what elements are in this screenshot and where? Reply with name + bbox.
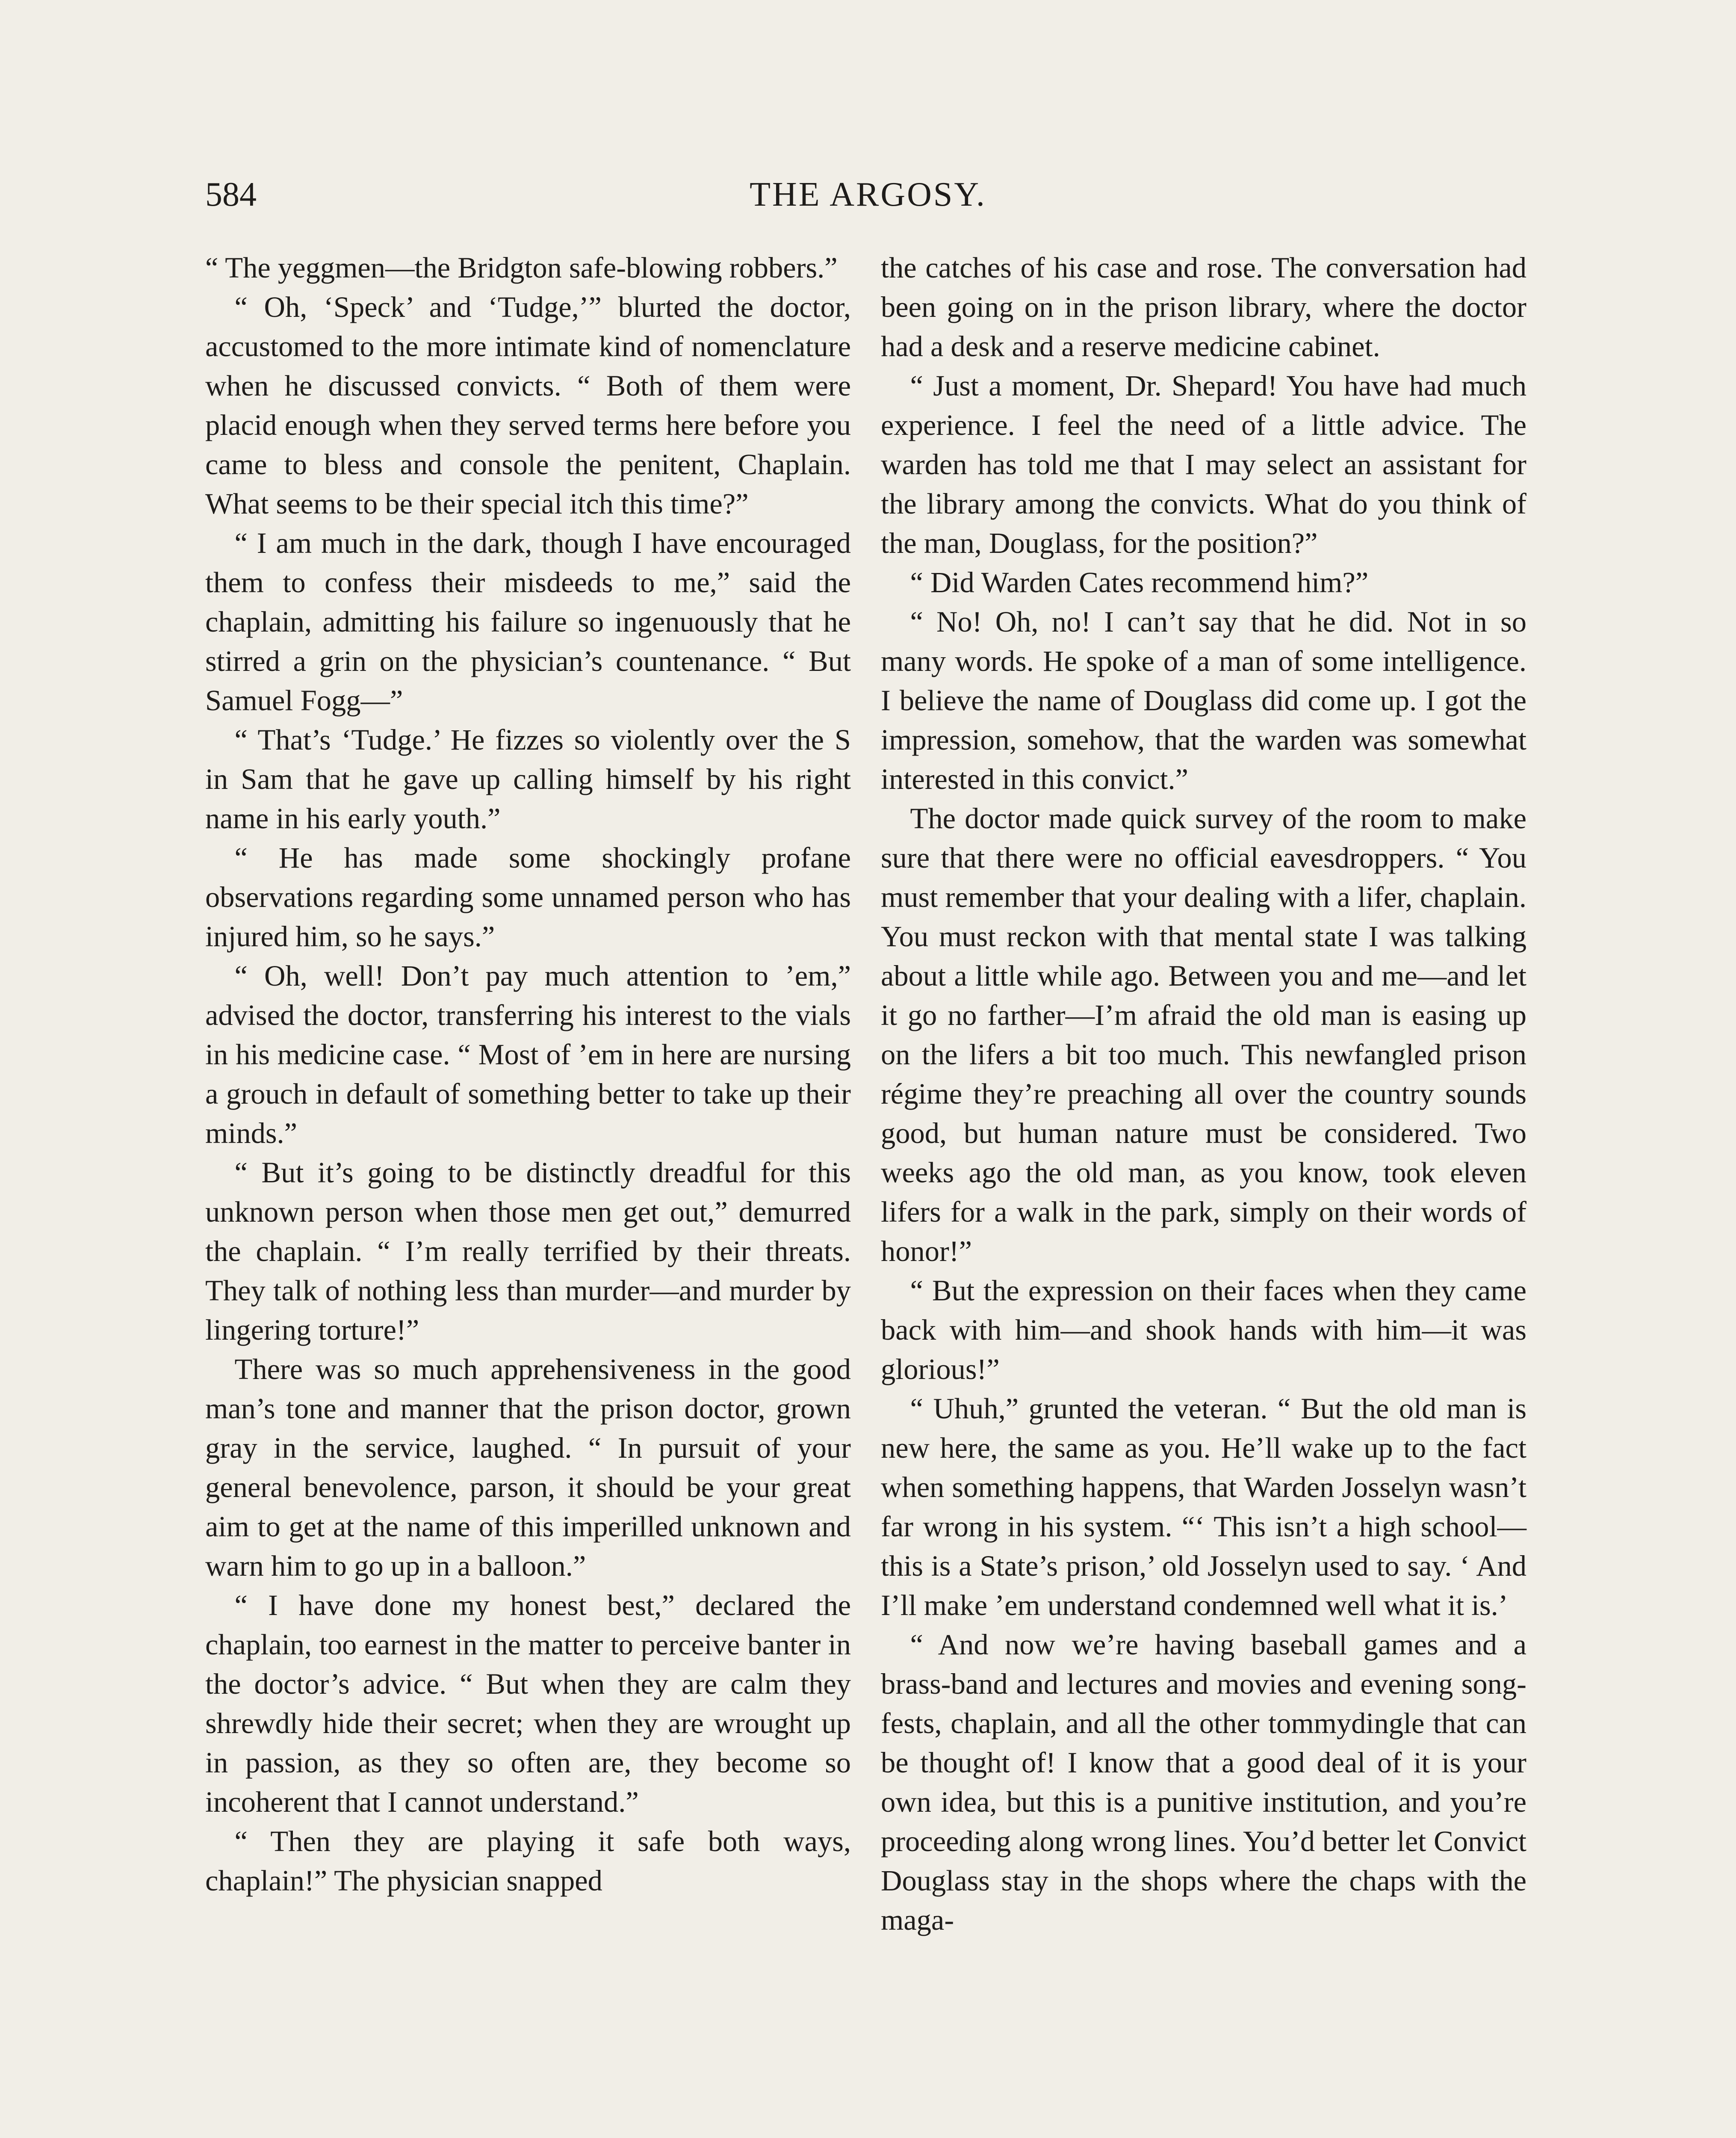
right-column	[881, 248, 1526, 1940]
paragraph-continued: the catches of his case and rose. The conversation had been going on in the prison library, where the doctor had a desk and a reserve medicine cabinet.	[881, 251, 1526, 363]
paragraph: “ I am much in the dark, though I have encouraged them to confess their misdeeds to me,” said the chaplain, admitting his failure so ingenuously that he stirred a grin on the physician’s countenance. “ But Samuel Fogg—”	[205, 527, 851, 717]
paragraph: The doctor made quick survey of the room to make sure that there were no official eavesdroppers. “ You must remember that your dealing with a lifer, chaplain. You must reckon with that mental state I was talking about a little while ago. Between you and me—and let it go no farther—I’m afraid the old man is easing up on the lifers a bit too much. This newfangled prison régime they’re preaching all over the country sounds good, but human nature must be considered. Two weeks ago the old man, as you know, took eleven lifers for a walk in the park, simply on their words of honor!”	[881, 802, 1526, 1267]
paragraph: “ Then they are playing it safe both ways, chaplain!” The physician snapped	[205, 1825, 851, 1897]
paragraph: “ No! Oh, no! I can’t say that he did. Not in so many words. He spoke of a man of some intelligence. I believe the name of Douglass did come up. I got the impression, somehow, that the warden was somewhat interested in this convict.”	[881, 605, 1526, 795]
paragraph: “ Just a moment, Dr. Shepard! You have had much experience. I feel the need of a little advice. The warden has told me that I may select an assistant for the library among the convicts. What do you think of the man, Douglass, for the position?”	[881, 369, 1526, 559]
running-head: THE ARGOSY.	[750, 176, 986, 213]
paragraph: “ He has made some shockingly profane observations regarding some unnamed person who has injured him, so he says.”	[205, 842, 851, 953]
paragraph: “ Oh, ‘Speck’ and ‘Tudge,’” blurted the doctor, accustomed to the more intimate kind of nomenclature when he discussed convicts. “ Both of them were placid enough when they served terms here before you came to bless and console the penitent, Chaplain. What seems to be their special itch this time?”	[205, 291, 851, 520]
paragraph: “ I have done my honest best,” declared the chaplain, too earnest in the matter to perceive banter in the doctor’s advice. “ But when they are calm they shrewdly hide their secret; when they are wrought up in passion, as they so often are, they become so incoherent that I cannot understand.”	[205, 1589, 851, 1818]
paragraph: “ And now we’re having baseball games and a brass-band and lectures and movies and evening song-fests, chaplain, and all the other tommydingle that can be thought of! I know that a good deal of it is your own idea, but this is a punitive institution, and you’re proceeding along wrong lines. You’d better let Convict Douglass stay in the shops where the chaps with the maga-	[881, 1628, 1526, 1936]
paragraph: “ Uhuh,” grunted the veteran. “ But the old man is new here, the same as you. He’ll wake up to the fact when something happens, that Warden Josselyn wasn’t far wrong in his system. “‘ This isn’t a high school—this is a State’s prison,’ old Josselyn used to say. ‘ And I’ll make ’em understand condemned well what it is.’	[881, 1392, 1526, 1621]
paragraph: “ The yeggmen—the Bridgton safe-blowing robbers.”	[205, 251, 838, 284]
paragraph: “ But it’s going to be distinctly dreadful for this unknown person when those men get out,” demurred the chaplain. “ I’m really terrified by their threats. They talk of nothing less than murder—and murder by lingering torture!”	[205, 1156, 851, 1346]
paragraph: “ But the expression on their faces when they came back with him—and shook hands with him—it was glorious!”	[881, 1274, 1526, 1385]
paragraph: “ That’s ‘Tudge.’ He fizzes so violently over the S in Sam that he gave up calling himself by his right name in his early youth.”	[205, 723, 851, 835]
page-header	[205, 171, 1531, 218]
page-number: 584	[205, 176, 257, 213]
paragraph: “ Did Warden Cates recommend him?”	[910, 566, 1369, 599]
left-column	[205, 248, 851, 1900]
paragraph: “ Oh, well! Don’t pay much attention to ’em,” advised the doctor, transferring his interest to the vials in his medicine case. “ Most of ’em in here are nursing a grouch in default of something better to take up their minds.”	[205, 960, 851, 1149]
paragraph: There was so much apprehensiveness in the good man’s tone and manner that the prison doctor, grown gray in the service, laughed. “ In pursuit of your general benevolence, parson, it should be your great aim to get at the name of this imperilled unknown and warn him to go up in a balloon.”	[205, 1353, 851, 1582]
